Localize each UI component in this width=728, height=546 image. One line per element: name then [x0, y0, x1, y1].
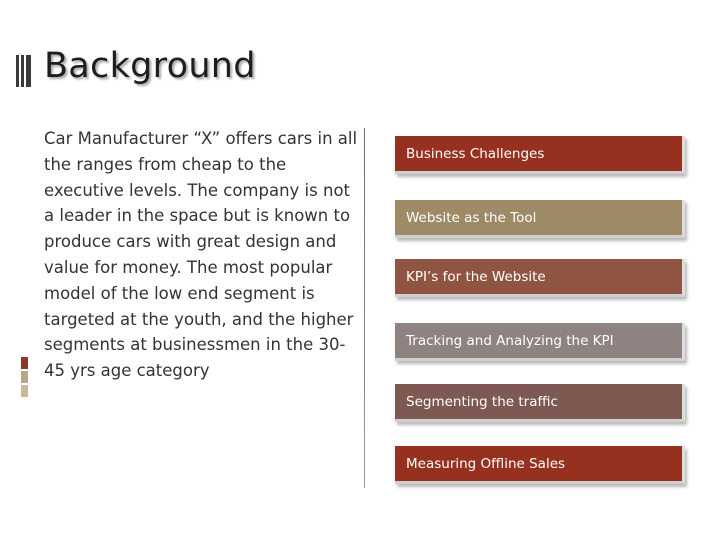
background-body-text: Car Manufacturer “X” offers cars in all the ranges from cheap to the executive levels. The company is not a leader in the space but is known to produce cars with great design and value for money. The most popular model of the low end segment is targeted at the youth, and the higher segments at businessmen in the 30-45 yrs age category	[44, 129, 358, 381]
accent-bar-2	[21, 55, 24, 87]
agenda-item-segmenting-traffic	[395, 384, 685, 422]
accent-bar-1	[16, 55, 19, 87]
side-square-1	[21, 357, 28, 369]
agenda-item-website-tool	[395, 200, 685, 238]
agenda-item-label: Business Challenges	[406, 145, 545, 162]
title-accent-bars	[16, 55, 32, 87]
agenda-item-offline-sales	[395, 446, 685, 484]
vertical-divider	[364, 128, 365, 488]
side-square-3	[21, 385, 28, 397]
agenda-item-label: Segmenting the traffic	[406, 393, 558, 410]
agenda-item-label: Tracking and Analyzing the KPI	[406, 332, 614, 349]
slide-title: Background	[44, 46, 256, 86]
accent-bar-3	[26, 55, 31, 87]
agenda-item-label: Measuring Offline Sales	[406, 455, 566, 472]
side-square-2	[21, 371, 28, 383]
agenda-item-kpis	[395, 259, 685, 297]
side-accent-squares	[21, 357, 29, 399]
agenda-item-label: Website as the Tool	[406, 209, 537, 226]
agenda-item-tracking-kpi	[395, 323, 685, 361]
agenda-item-label: KPI’s for the Website	[406, 268, 546, 285]
agenda-item-business-challenges	[395, 136, 685, 174]
